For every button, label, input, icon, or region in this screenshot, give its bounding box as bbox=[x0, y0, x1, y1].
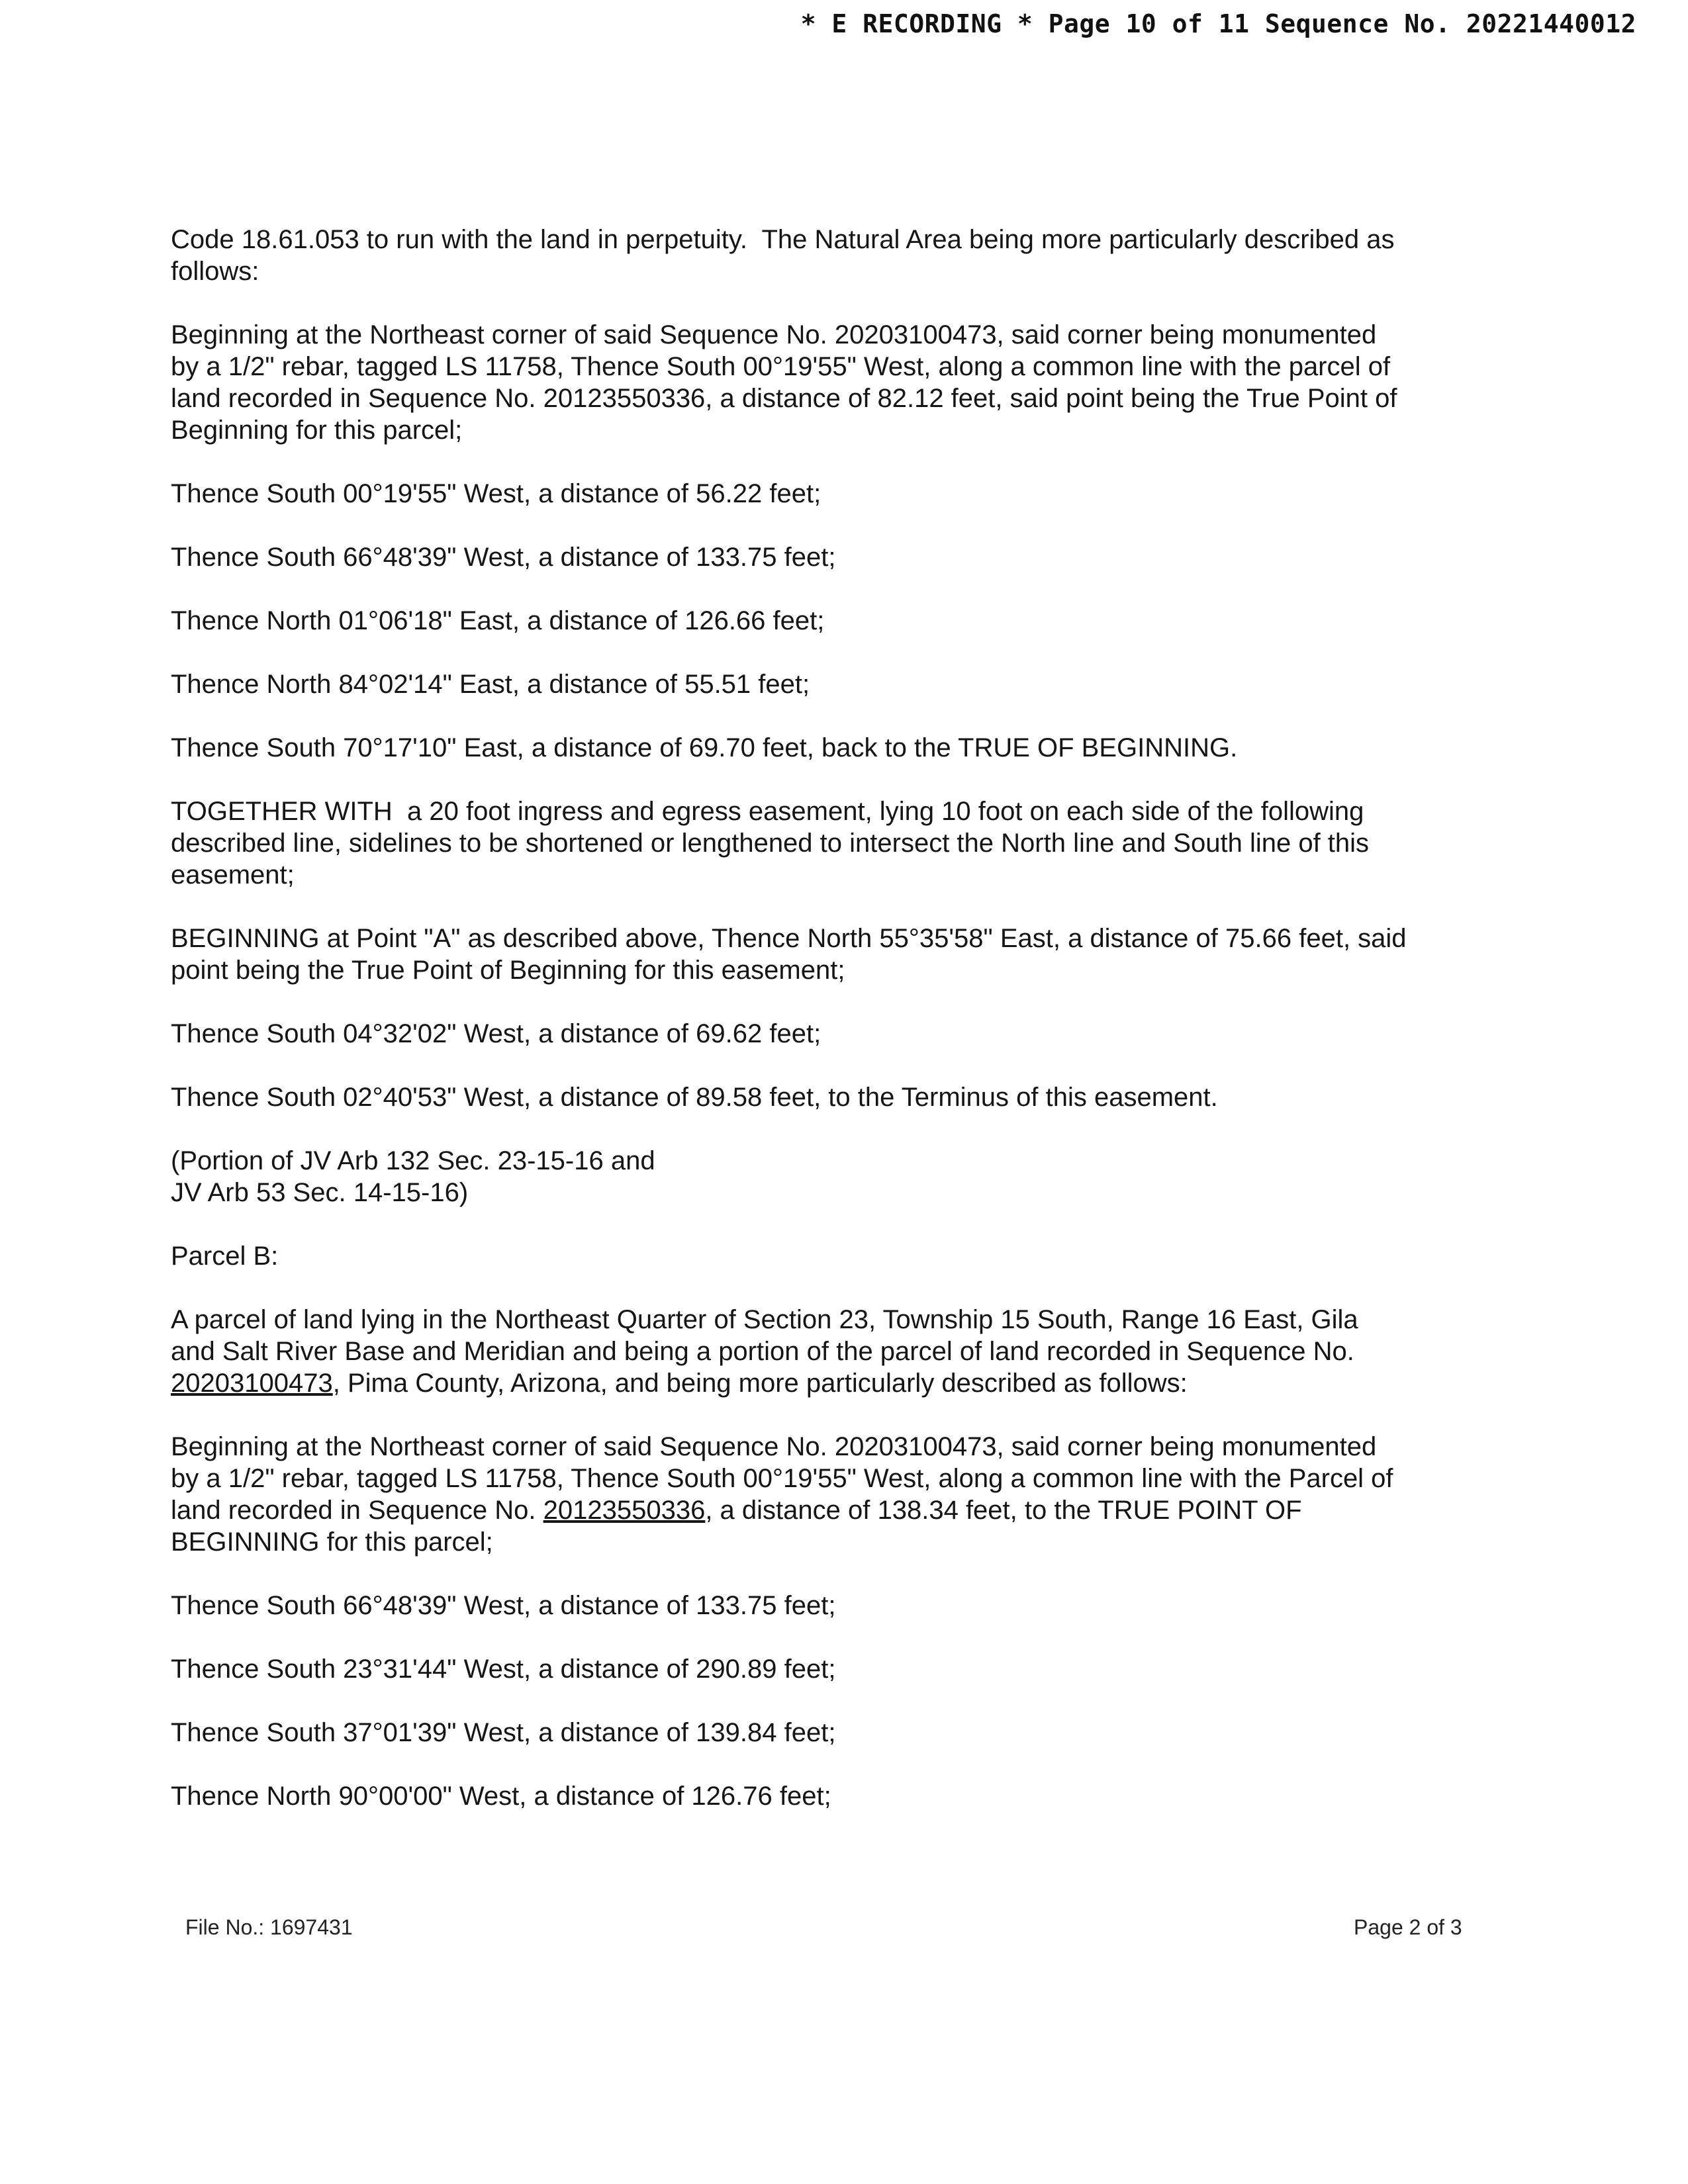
text-line: Thence South 04°32'02" West, a distance of 69.62 feet; bbox=[171, 1019, 821, 1048]
paragraph-together-with bbox=[171, 796, 1495, 891]
text-fragment: land recorded in Sequence No. bbox=[171, 1496, 543, 1525]
text-line: Parcel B: bbox=[171, 1242, 279, 1271]
text-line: BEGINNING at Point "A" as described above, Thence North 55°35'58" East, a distance of 75.66 feet, said bbox=[171, 924, 1407, 953]
sequence-number-link: 20203100473 bbox=[171, 1369, 333, 1398]
course-line bbox=[171, 668, 1495, 700]
text-line: Beginning for this parcel; bbox=[171, 416, 463, 445]
text-line: described line, sidelines to be shortened or lengthened to intersect the North line and South line of this bbox=[171, 829, 1370, 858]
text-line: Thence South 66°48'39" West, a distance of 133.75 feet; bbox=[171, 1591, 836, 1620]
course-line bbox=[171, 1717, 1495, 1749]
course-line bbox=[171, 1590, 1495, 1621]
sequence-number-link: 20123550336 bbox=[543, 1496, 706, 1525]
text-line bbox=[171, 1494, 1495, 1526]
text-line: Thence North 90°00'00" West, a distance of 126.76 feet; bbox=[171, 1782, 831, 1811]
page-number: Page 2 of 3 bbox=[1354, 1915, 1462, 1939]
text-line: A parcel of land lying in the Northeast Quarter of Section 23, Township 15 South, Range 16 East, Gila bbox=[171, 1305, 1358, 1334]
text-line: (Portion of JV Arb 132 Sec. 23-15-16 and bbox=[171, 1146, 655, 1175]
course-line bbox=[171, 541, 1495, 573]
parcel-b-heading bbox=[171, 1240, 1495, 1272]
text-line: TOGETHER WITH a 20 foot ingress and egress easement, lying 10 foot on each side of the following bbox=[171, 797, 1364, 826]
paragraph-portion-reference bbox=[171, 1145, 1495, 1208]
course-line bbox=[171, 478, 1495, 510]
text-line: easement; bbox=[171, 860, 295, 889]
course-line bbox=[171, 1081, 1495, 1113]
text-line: land recorded in Sequence No. 20123550336, a distance of 82.12 feet, said point being the True Point of bbox=[171, 384, 1397, 413]
paragraph-beginning-parcel-b bbox=[171, 1431, 1495, 1558]
legal-description bbox=[171, 224, 1495, 1844]
text-line: Beginning at the Northeast corner of said Sequence No. 20203100473, said corner being monumented bbox=[171, 1432, 1377, 1461]
text-line: Thence South 02°40'53" West, a distance of 89.58 feet, to the Terminus of this easement. bbox=[171, 1083, 1218, 1112]
course-line bbox=[171, 1653, 1495, 1685]
text-line: Thence South 00°19'55" West, a distance of 56.22 feet; bbox=[171, 479, 821, 508]
text-line: Thence South 23°31'44" West, a distance of 290.89 feet; bbox=[171, 1655, 836, 1684]
text-line: JV Arb 53 Sec. 14-15-16) bbox=[171, 1178, 469, 1207]
text-line: Thence North 84°02'14" East, a distance of 55.51 feet; bbox=[171, 670, 810, 699]
text-line bbox=[171, 1367, 1495, 1399]
course-line bbox=[171, 1018, 1495, 1050]
course-line bbox=[171, 1780, 1495, 1812]
paragraph-beginning-natural-area bbox=[171, 319, 1495, 446]
text-line: by a 1/2" rebar, tagged LS 11758, Thence South 00°19'55" West, along a common line with the Parcel of bbox=[171, 1464, 1393, 1493]
text-fragment: , a distance of 138.34 feet, to the TRUE POINT OF bbox=[705, 1496, 1302, 1525]
course-line bbox=[171, 605, 1495, 637]
paragraph-point-a bbox=[171, 923, 1495, 986]
text-line: and Salt River Base and Meridian and being a portion of the parcel of land recorded in Sequence No. bbox=[171, 1337, 1354, 1366]
text-line: Beginning at the Northeast corner of said Sequence No. 20203100473, said corner being monumented bbox=[171, 320, 1377, 349]
paragraph-parcel-b-description bbox=[171, 1304, 1495, 1399]
text-line: Thence South 66°48'39" West, a distance of 133.75 feet; bbox=[171, 543, 836, 572]
text-line: follows: bbox=[171, 257, 259, 286]
text-fragment: , Pima County, Arizona, and being more particularly described as follows: bbox=[332, 1369, 1188, 1398]
text-line: BEGINNING for this parcel; bbox=[171, 1527, 493, 1557]
text-line: point being the True Point of Beginning for this easement; bbox=[171, 956, 845, 985]
file-number: File No.: 1697431 bbox=[185, 1915, 353, 1939]
text-line: by a 1/2" rebar, tagged LS 11758, Thence South 00°19'55" West, along a common line with the parcel of bbox=[171, 352, 1391, 381]
course-line bbox=[171, 732, 1495, 764]
text-line: Thence North 01°06'18" East, a distance of 126.66 feet; bbox=[171, 606, 825, 635]
paragraph-code-reference bbox=[171, 224, 1495, 287]
text-line: Thence South 37°01'39" West, a distance of 139.84 feet; bbox=[171, 1718, 836, 1747]
text-line: Code 18.61.053 to run with the land in perpetuity. The Natural Area being more particularly described as bbox=[171, 225, 1395, 254]
recording-header: * E RECORDING * Page 10 of 11 Sequence No. 20221440012 bbox=[800, 9, 1636, 38]
text-line: Thence South 70°17'10" East, a distance of 69.70 feet, back to the TRUE OF BEGINNING. bbox=[171, 733, 1238, 762]
